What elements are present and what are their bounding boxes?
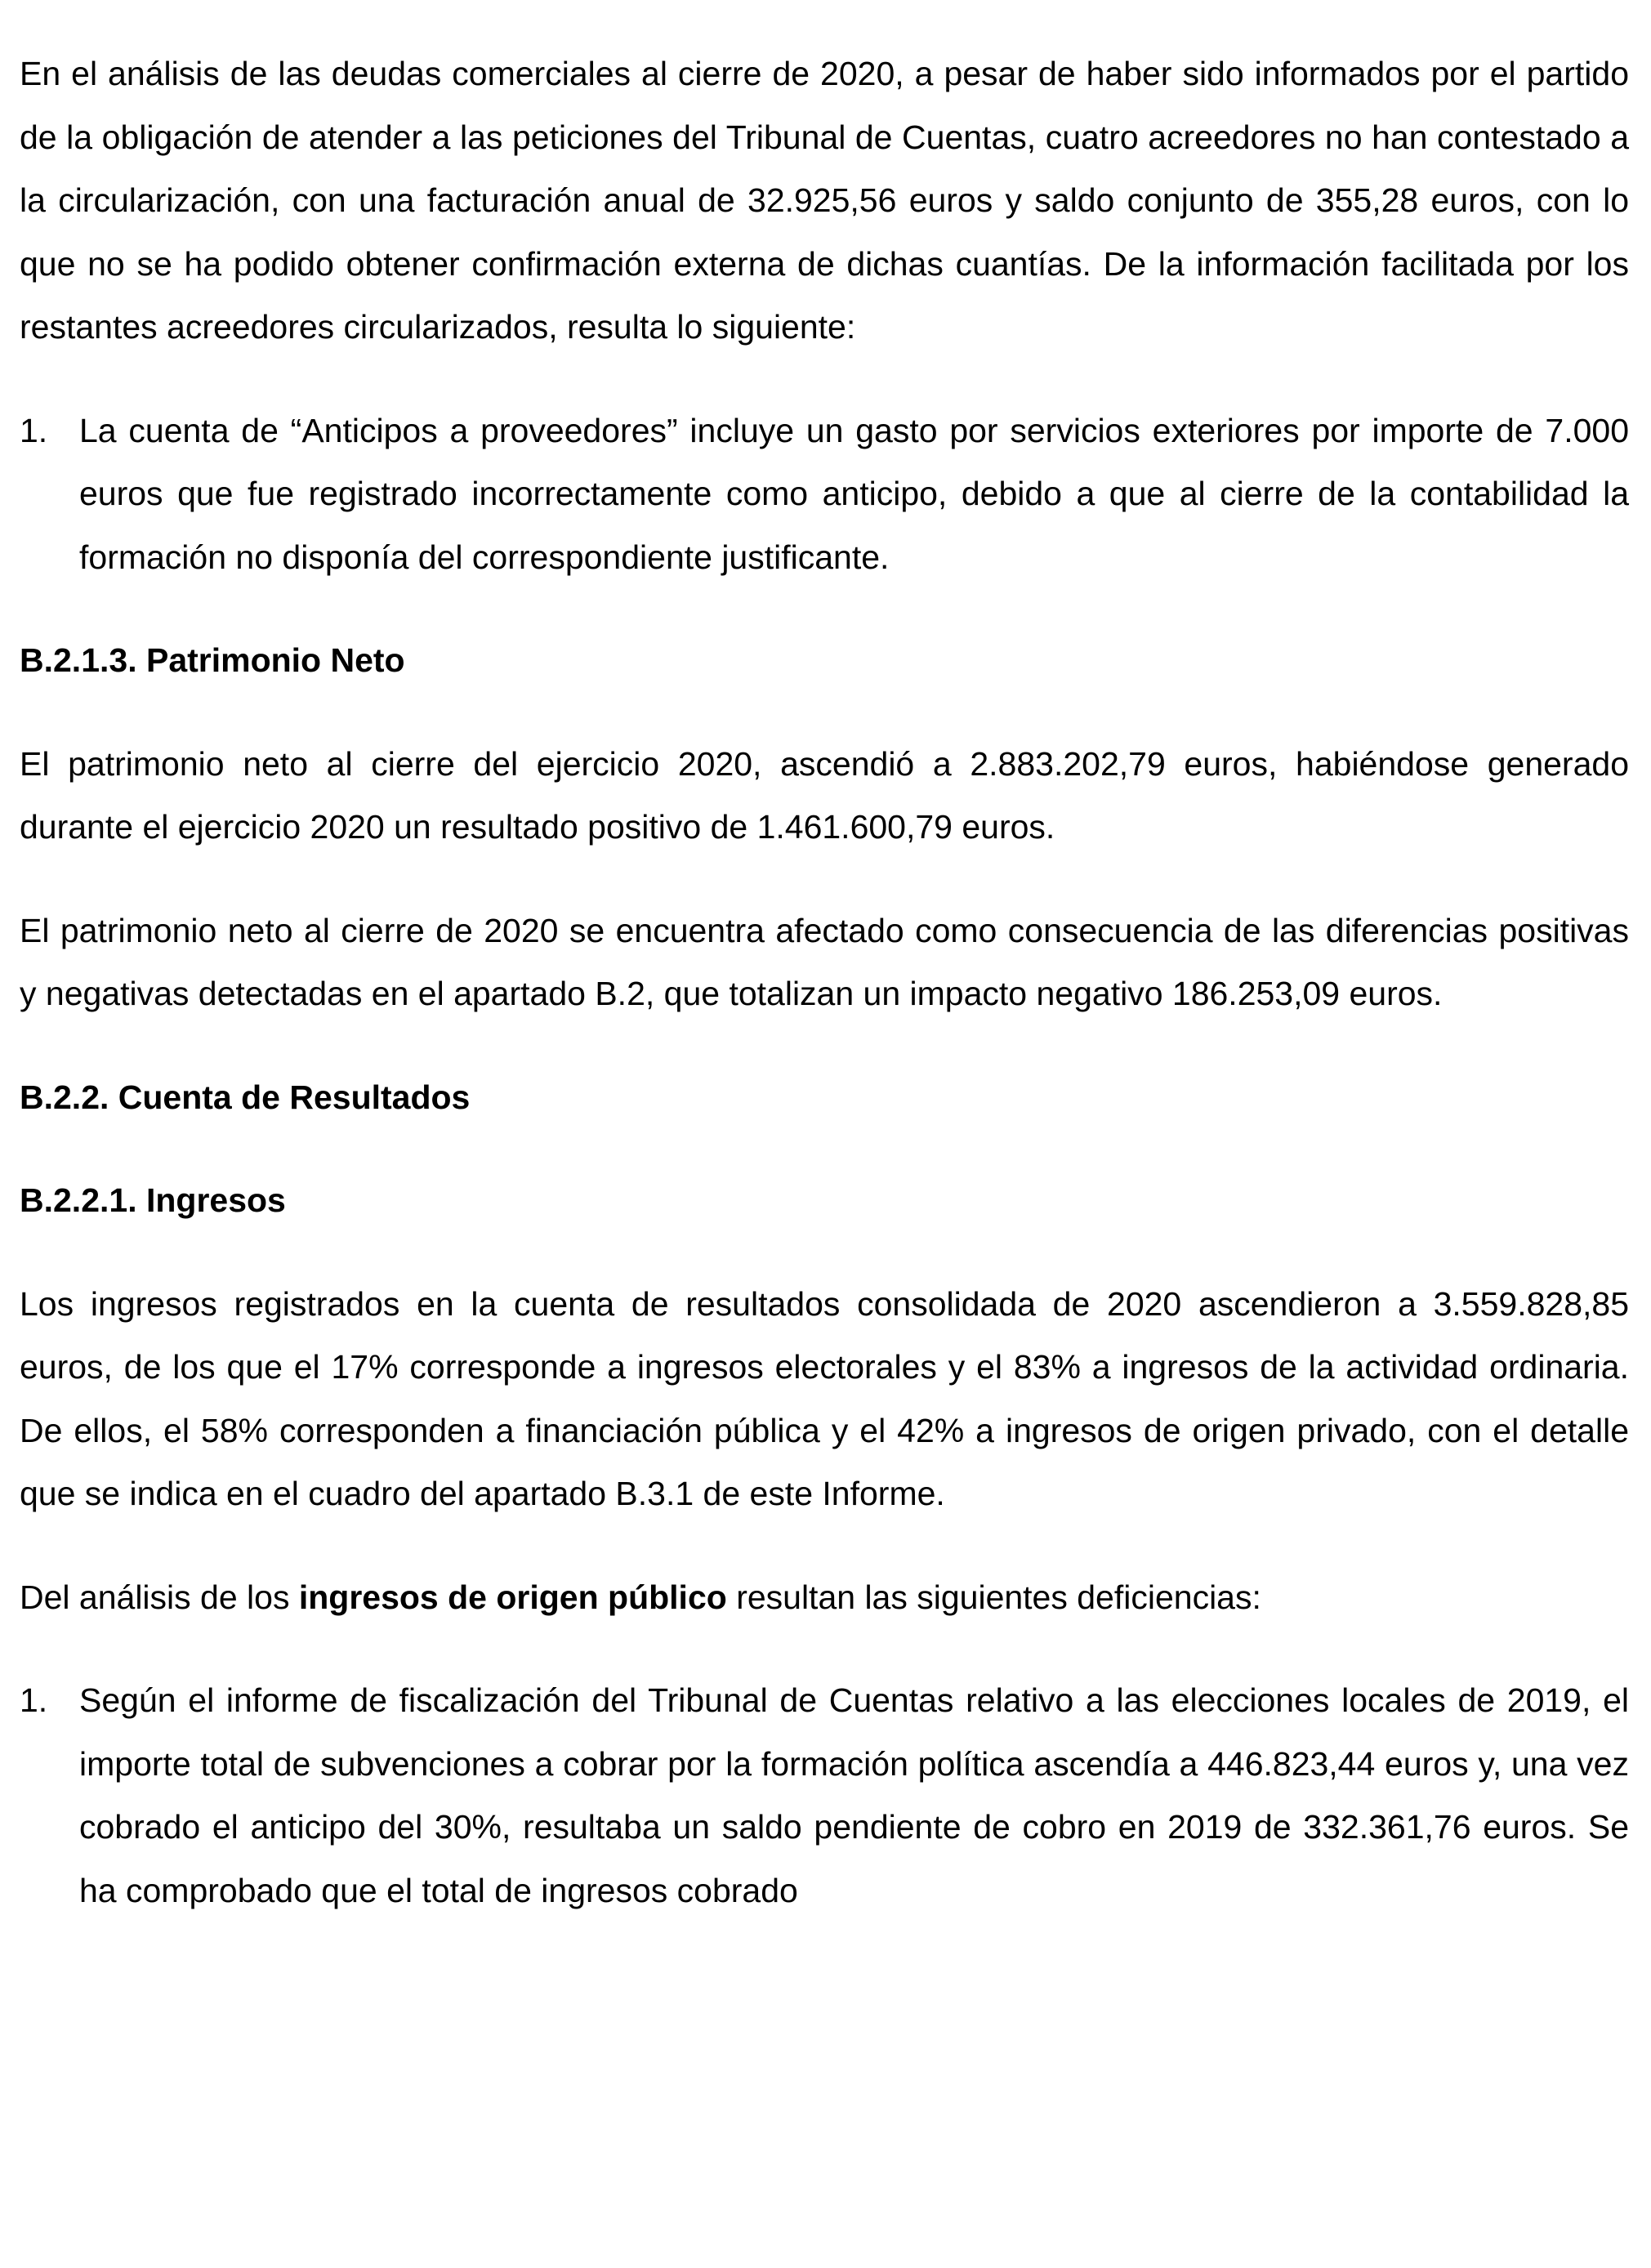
paragraph-ingresos-publicos-bold: ingresos de origen público xyxy=(298,1578,727,1616)
list-item-text: La cuenta de “Anticipos a proveedores” incluye un gasto por servicios exteriores por importe de 7.000 euros que fue registrado incorrectamente como anticipo, debido a que al cierre de la contabilidad la formación no disponía del correspondiente justificante. xyxy=(79,411,1629,576)
heading-cuenta-resultados: B.2.2. Cuenta de Resultados xyxy=(20,1078,471,1116)
list-item-number: 1. xyxy=(20,411,48,449)
paragraph-patrimonio-neto-1: El patrimonio neto al cierre del ejercicio 2020, ascendió a 2.883.202,79 euros, habiéndose generado durante el ejercicio 2020 un resultado positivo de 1.461.600,79 euros. xyxy=(20,744,1629,846)
heading-ingresos: B.2.2.1. Ingresos xyxy=(20,1181,286,1219)
list-item xyxy=(20,400,1629,590)
heading-patrimonio-neto: B.2.1.3. Patrimonio Neto xyxy=(20,641,405,679)
paragraph-ingresos-publicos-pre: Del análisis de los xyxy=(20,1578,299,1616)
paragraph-ingresos-publicos xyxy=(20,1566,1629,1630)
document-page xyxy=(20,42,1629,1922)
list-item-text: Según el informe de fiscalización del Tribunal de Cuentas relativo a las elecciones locales de 2019, el importe total de subvenciones a cobrar por la formación política ascendía a 446.823,44 euros y, una vez cobrado el anticipo del 30%, resultaba un saldo pendiente de cobro en 2019 de 332.361,76 euros. Se ha comprobado que el total de ingresos cobrado xyxy=(79,1681,1629,1909)
list-item-number: 1. xyxy=(20,1681,48,1719)
list-item xyxy=(20,1669,1629,1922)
list-deficiencias xyxy=(20,1669,1629,1922)
paragraph-patrimonio-neto-2: El patrimonio neto al cierre de 2020 se encuentra afectado como consecuencia de las diferencias positivas y negativas detectadas en el apartado B.2, que totalizan un impacto negativo 186.253,09 euros. xyxy=(20,911,1629,1012)
paragraph-ingresos: Los ingresos registrados en la cuenta de resultados consolidada de 2020 ascendieron a 3.559.828,85 euros, de los que el 17% corresponde a ingresos electorales y el 83% a ingresos de la actividad ordinaria. De ellos, el 58% corresponden a financiación pública y el 42% a ingresos de origen privado, con el detalle que se indica en el cuadro del apartado B.3.1 de este Informe. xyxy=(20,1284,1629,1512)
paragraph-deudas-comerciales: En el análisis de las deudas comerciales al cierre de 2020, a pesar de haber sido informados por el partido de la obligación de atender a las peticiones del Tribunal de Cuentas, cuatro acreedores no han contestado a la circularización, con una facturación anual de 32.925,56 euros y saldo conjunto de 355,28 euros, con lo que no se ha podido obtener confirmación externa de dichas cuantías. De la información facilitada por los restantes acreedores circularizados, resulta lo siguiente: xyxy=(20,55,1629,346)
paragraph-ingresos-publicos-post: resultan las siguientes deficiencias: xyxy=(726,1578,1261,1616)
list-deudas xyxy=(20,400,1629,590)
